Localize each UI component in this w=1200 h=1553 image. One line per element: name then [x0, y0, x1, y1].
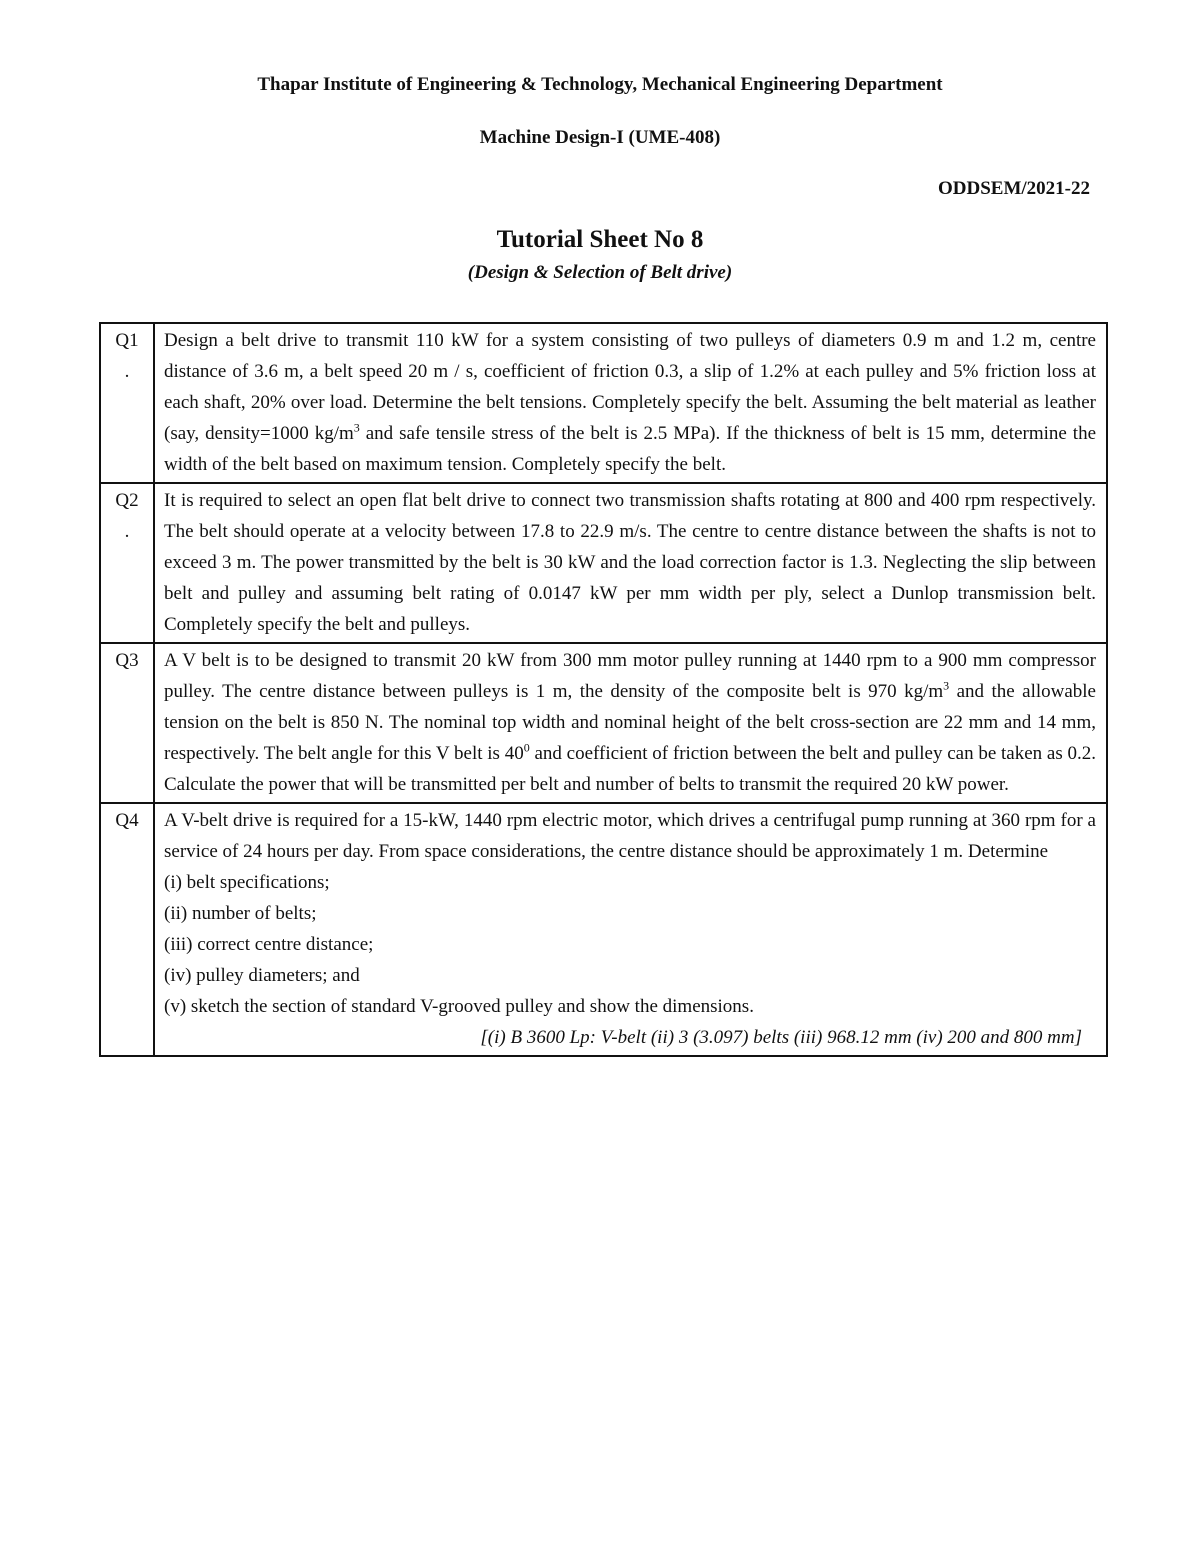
question-text	[154, 323, 1107, 483]
institute-heading: Thapar Institute of Engineering & Technology, Mechanical Engineering Department	[257, 74, 943, 95]
list-item: (ii) number of belts;	[164, 903, 317, 924]
question-text-part: A V-belt drive is required for a 15-kW, 1440 rpm electric motor, which drives a centrifugal pump running at 360 rpm for a service of 24 hours per day. From space considerations, the centre distance should be approximately 1 m. Determine	[164, 810, 1096, 862]
question-number	[100, 643, 154, 803]
sheet-title: Tutorial Sheet No 8	[496, 226, 704, 253]
question-text-part: A V belt is to be designed to transmit 20 kW from 300 mm motor pulley running at 1440 rpm to a 900 mm compressor pulley. The centre distance between pulleys is 1 m, the density of the composite belt is 970 kg/m	[164, 650, 1096, 702]
list-item: (iv) pulley diameters; and	[164, 965, 360, 986]
question-label: Q3	[115, 650, 139, 671]
question-label: Q4	[115, 810, 139, 831]
question-row-q2	[100, 483, 1107, 643]
session-label: ODDSEM/2021-22	[938, 178, 1090, 199]
list-item: (v) sketch the section of standard V-grooved pulley and show the dimensions.	[164, 996, 754, 1017]
question-text	[154, 643, 1107, 803]
question-label-suffix: .	[124, 361, 130, 382]
question-row-q1	[100, 323, 1107, 483]
question-label: Q1	[115, 330, 139, 351]
list-item: (i) belt specifications;	[164, 872, 330, 893]
list-item: (iii) correct centre distance;	[164, 934, 374, 955]
question-label-suffix: .	[124, 521, 130, 542]
questions-table	[99, 322, 1108, 1057]
answer-key: [(i) B 3600 Lp: V-belt (ii) 3 (3.097) belts (iii) 968.12 mm (iv) 200 and 800 mm]	[480, 1027, 1082, 1048]
question-text-part: and the allowable tension on the belt is 850 N. The nominal top width and nominal height of the belt cross-section are 22 mm and 14 mm, respectively. The belt angle for this V belt is 40	[164, 681, 1096, 764]
question-text-part: Design a belt drive to transmit 110 kW for a system consisting of two pulleys of diameters 0.9 m and 1.2 m, centre distance of 3.6 m, a belt speed 20 m / s, coefficient of friction 0.3, a slip of 1.2% at each pulley and 5% friction loss at each shaft, 20% over load. Determine the belt tensions. Completely specify the belt. Assuming the belt material as leather (say, density=1000 kg/m	[164, 330, 1096, 444]
question-row-q4	[100, 803, 1107, 1056]
question-text	[154, 803, 1107, 1056]
superscript: 3	[943, 678, 950, 693]
question-number	[100, 323, 154, 483]
question-number	[100, 483, 154, 643]
question-label: Q2	[115, 490, 139, 511]
question-text-part: and coefficient of friction between the belt and pulley can be taken as 0.2. Calculate the power that will be transmitted per belt and number of belts to transmit the required 20 kW power.	[164, 743, 1096, 795]
superscript: 0	[523, 740, 530, 755]
sheet-subtitle: (Design & Selection of Belt drive)	[467, 262, 733, 283]
question-text-part: and safe tensile stress of the belt is 2.5 MPa). If the thickness of belt is 15 mm, determine the width of the belt based on maximum tension. Completely specify the belt.	[164, 423, 1096, 475]
question-text: It is required to select an open flat belt drive to connect two transmission shafts rotating at 800 and 400 rpm respectively. The belt should operate at a velocity between 17.8 to 22.9 m/s. The centre to centre distance between the shafts is not to exceed 3 m. The power transmitted by the belt is 30 kW and the load correction factor is 1.3. Neglecting the slip between belt and pulley and assuming belt rating of 0.0147 kW per mm width per ply, select a Dunlop transmission belt. Completely specify the belt and pulleys.	[154, 483, 1107, 643]
question-number	[100, 803, 154, 1056]
question-row-q3	[100, 643, 1107, 803]
superscript: 3	[353, 420, 360, 435]
course-heading: Machine Design-I (UME-408)	[479, 127, 721, 148]
